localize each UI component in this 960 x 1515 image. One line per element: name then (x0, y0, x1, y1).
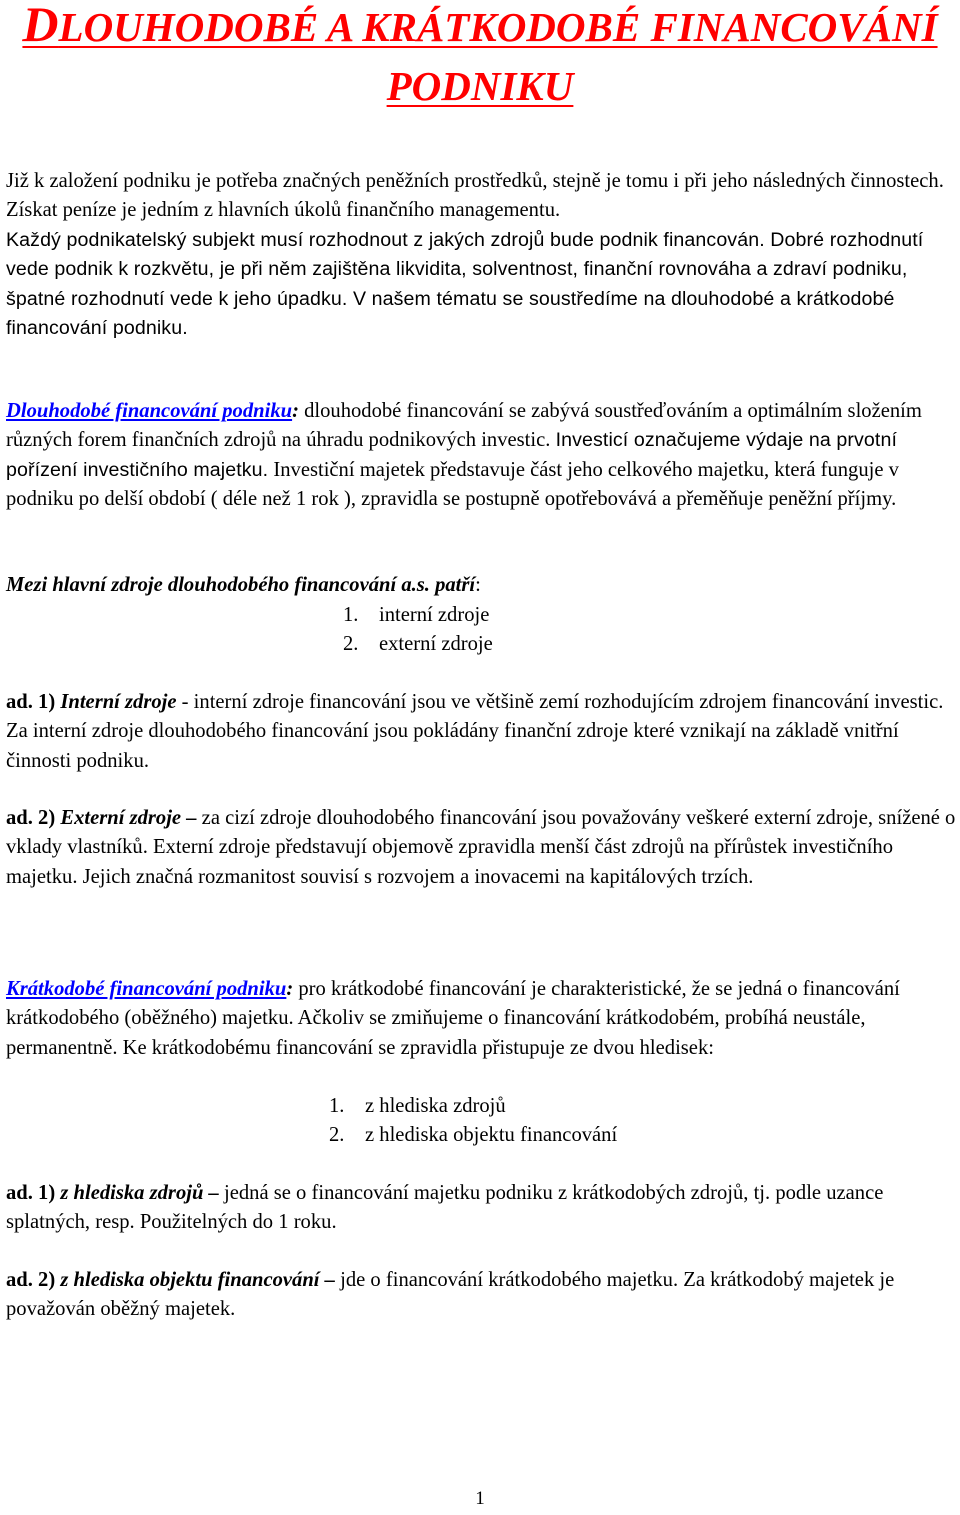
short-term-heading-link[interactable]: Krátkodobé financování podniku (6, 978, 287, 1000)
intro-paragraph-2: Každý podnikatelský subjekt musí rozhodnout z jakých zdrojů bude podnik financován. Dobré rozhodnutí vede podnik k rozkvětu, je při něm zajištěna likvidita, solventnost, finanční rovnováha a zdraví podniku, špatné rozhodnutí vede k jeho úpadku. V našem tématu se soustředíme na dlouhodobé a krátkodobé financování podniku. (6, 229, 924, 340)
list-item-label: z hlediska objektu financování (365, 1124, 618, 1147)
object-aspect-paragraph (6, 1266, 960, 1325)
short-ad2-term: z hlediska objektu financování – (60, 1269, 335, 1291)
sources-heading-colon: : (475, 574, 481, 596)
long-term-investment-definition: Investicí označujeme výdaje na prvotní pořízení investičního majetku. (6, 429, 898, 481)
ad2-prefix: ad. 2) (6, 807, 56, 829)
long-term-body: dlouhodobé financování se zabývá soustřeďováním a optimálním složením různých forem finančních zdrojů na úhradu podnikových investic. (6, 400, 922, 452)
page-number: 1 (475, 1488, 485, 1509)
list-item (343, 601, 493, 630)
external-sources-paragraph (6, 804, 960, 892)
intro-paragraph-1: Již k založení podniku je potřeba značných peněžních prostředků, stejně je tomu i při jeho následných činnostech. Získat peníze je jedním z hlavních úkolů finančního managementu. (6, 170, 944, 222)
long-term-paragraph (6, 397, 960, 515)
list-item (329, 1121, 617, 1150)
ad1-prefix: ad. 1) (6, 691, 56, 713)
list-item-number: 2. (329, 1124, 345, 1147)
sources-aspect-paragraph (6, 1179, 960, 1238)
list-item (329, 1092, 617, 1121)
long-term-heading-colon: : (292, 400, 299, 422)
ad2-term: Externí zdroje – (60, 807, 197, 829)
short-ad2-prefix: ad. 2) (6, 1269, 56, 1291)
list-item (343, 630, 493, 659)
long-term-body-2: Investiční majetek představuje část jeho celkového majetku, která funguje v podniku po delší období ( déle než 1 rok ), zpravidla se postupně opotřebovává a přeměňuje peněžní příjmy. (6, 458, 899, 511)
sources-heading (6, 571, 960, 600)
list-item-number: 1. (343, 604, 359, 626)
list-item-label: externí zdroje (379, 633, 493, 656)
short-ad1-term: z hlediska zdrojů – (60, 1182, 219, 1204)
short-term-paragraph (6, 975, 960, 1063)
ad2-text: za cizí zdroje dlouhodobého financování jsou považovány veškeré externí zdroje, snížené o vklady vlastníků. Externí zdroje představují objemově zpravidla menší část zdrojů na přírůstek investičního majetku. Jejich značná rozmanitost souvisí s rozvojem a inovacemi na kapitálových trzích. (6, 807, 956, 888)
list-item-number: 2. (343, 633, 359, 656)
long-term-heading-link[interactable]: Dlouhodobé financování podniku (6, 400, 293, 422)
title-initial: D (22, 0, 59, 52)
list-item-label: z hlediska zdrojů (365, 1095, 506, 1117)
sources-heading-text: Mezi hlavní zdroje dlouhodobého financování a.s. patří (6, 574, 476, 596)
title-rest: LOUHODOBÉ A KRÁTKODOBÉ FINANCOVÁNÍ (58, 4, 938, 50)
internal-sources-paragraph (6, 688, 960, 776)
sources-list (343, 601, 493, 660)
document-title-line-2: PODNIKU (386, 63, 574, 109)
aspects-list (329, 1092, 617, 1151)
short-term-body: pro krátkodobé financování je charakteristické, že se jedná o financování krátkodobého (oběžného) majetku. Ačkoliv se zmiňujeme o financování krátkodobém, probíhá neustále, permanentně. Ke krátkodobému financování se zpravidla přistupuje ze dvou hledisek: (6, 978, 900, 1059)
short-term-heading-colon: : (286, 978, 294, 1000)
ad1-term: Interní zdroje (60, 691, 177, 713)
short-ad2-text: jde o financování krátkodobého majetku. Za krátkodobý majetek je považován oběžný majetek. (6, 1269, 895, 1321)
document-title-line-1 (0, 0, 960, 51)
list-item-number: 1. (329, 1095, 345, 1117)
list-item-label: interní zdroje (379, 604, 490, 626)
short-ad1-prefix: ad. 1) (6, 1182, 56, 1204)
ad1-text: - interní zdroje financování jsou ve většině zemí rozhodujícím zdrojem financování investic. Za interní zdroje dlouhodobého financování jsou pokládány finanční zdroje které vznikají na základě vnitřní činnosti podniku. (6, 691, 944, 772)
short-ad1-text: jedná se o financování majetku podniku z krátkodobých zdrojů, tj. podle uzance splatných, resp. Použitelných do 1 roku. (6, 1182, 884, 1234)
